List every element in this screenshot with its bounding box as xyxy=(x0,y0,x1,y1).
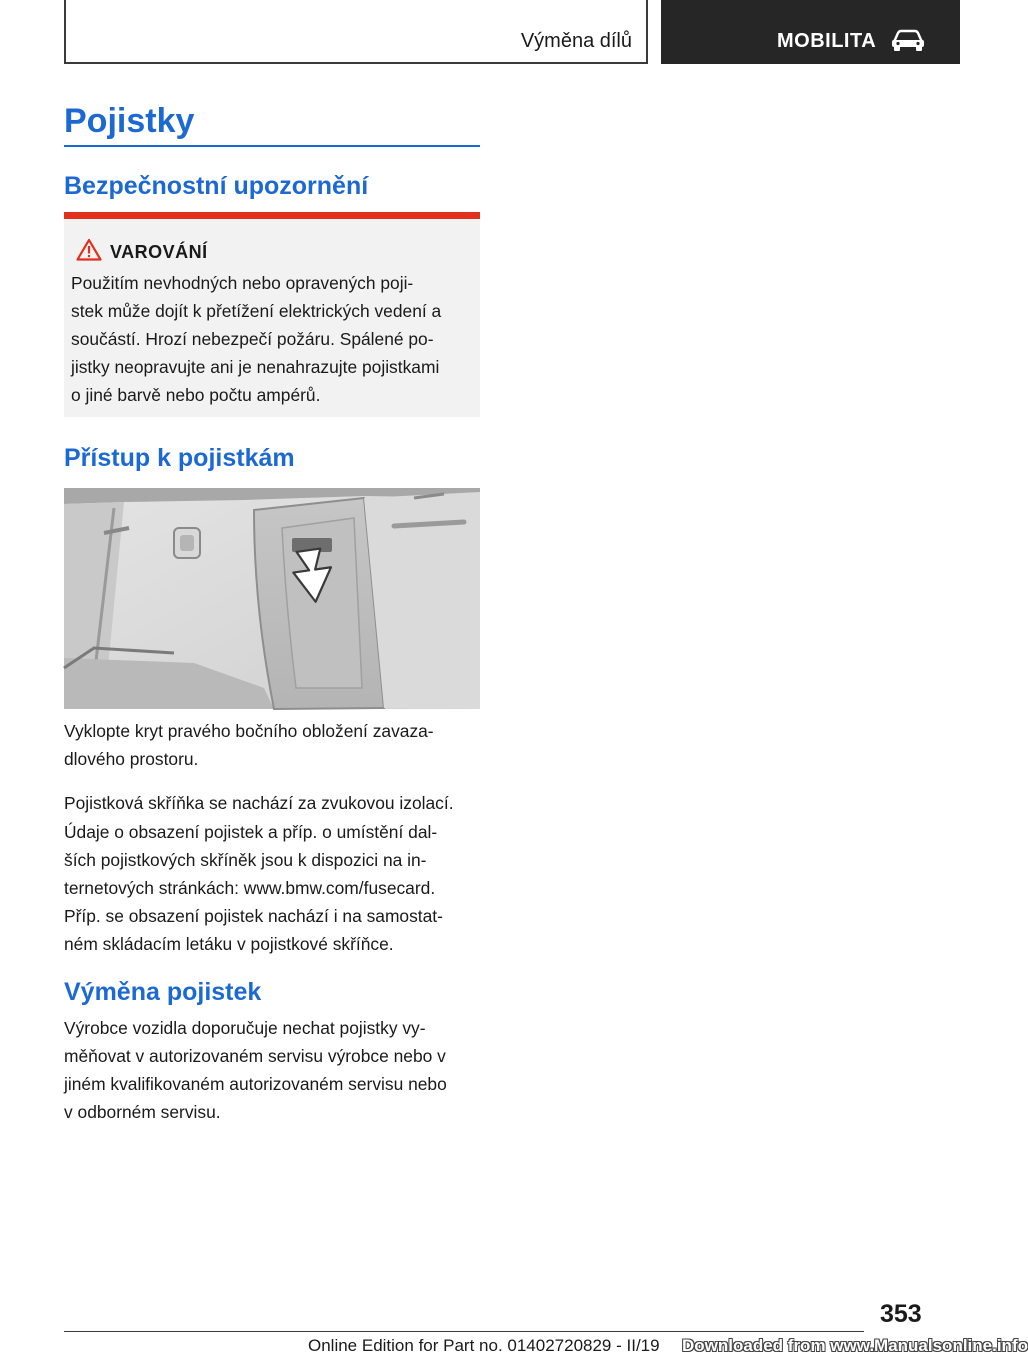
section-title: Výměna dílů xyxy=(520,30,632,52)
warning-text: Použitím nevhodných nebo opravených poji- stek může dojít k přetížení elektrických vedení a součástí. Hrozí nebezpečí požáru. Spálené po- jistky neopravujte ani je nenahrazujte pojistkami o jiné barvě nebo počtu ampérů. xyxy=(71,273,442,405)
watermark: Downloaded from www.Manualsonline.info xyxy=(682,1336,1028,1355)
access-paragraph-1: Vyklopte kryt pravého bočního obložení zavaza- dlového prostoru. xyxy=(64,721,434,769)
trunk-fuse-cover-photo xyxy=(64,488,480,709)
chapter-title: MOBILITA xyxy=(777,30,877,52)
header-chapter-tab xyxy=(661,0,960,64)
page-number: 353 xyxy=(880,1300,922,1328)
page-title: Pojistky xyxy=(64,102,195,140)
title-rule xyxy=(64,145,480,147)
warning-title: VAROVÁNÍ xyxy=(110,242,208,262)
replace-paragraph: Výrobce vozidla doporučuje nechat pojistky vy- měňovat v autorizovaném servisu výrobce nebo v jiném kvalifikovaném autorizovaném servisu nebo v odborném servisu. xyxy=(64,1018,447,1122)
car-icon xyxy=(891,28,925,52)
access-heading: Přístup k pojistkám xyxy=(64,444,295,472)
replace-heading: Výměna pojistek xyxy=(64,978,262,1006)
warning-box xyxy=(64,212,480,417)
edition-note: Online Edition for Part no. 01402720829 - II/19 xyxy=(308,1336,660,1355)
access-paragraph-2: Pojistková skříňka se nachází za zvukovou izolací. xyxy=(64,793,454,813)
warning-triangle-icon xyxy=(76,238,102,261)
warning-bar xyxy=(64,212,480,219)
access-paragraph-4: Příp. se obsazení pojistek nachází i na samostat- ném skládacím letáku v pojistkové skříňce. xyxy=(64,906,443,954)
header-section-tab xyxy=(64,0,648,64)
safety-heading: Bezpečnostní upozornění xyxy=(64,172,369,200)
access-paragraph-3: Údaje o obsazení pojistek a příp. o umístění dal- ších pojistkových skříněk jsou k dispozici na in- ternetových stránkách: www.bmw.com/fusecard. xyxy=(64,822,438,898)
footer-rule xyxy=(64,1331,864,1332)
